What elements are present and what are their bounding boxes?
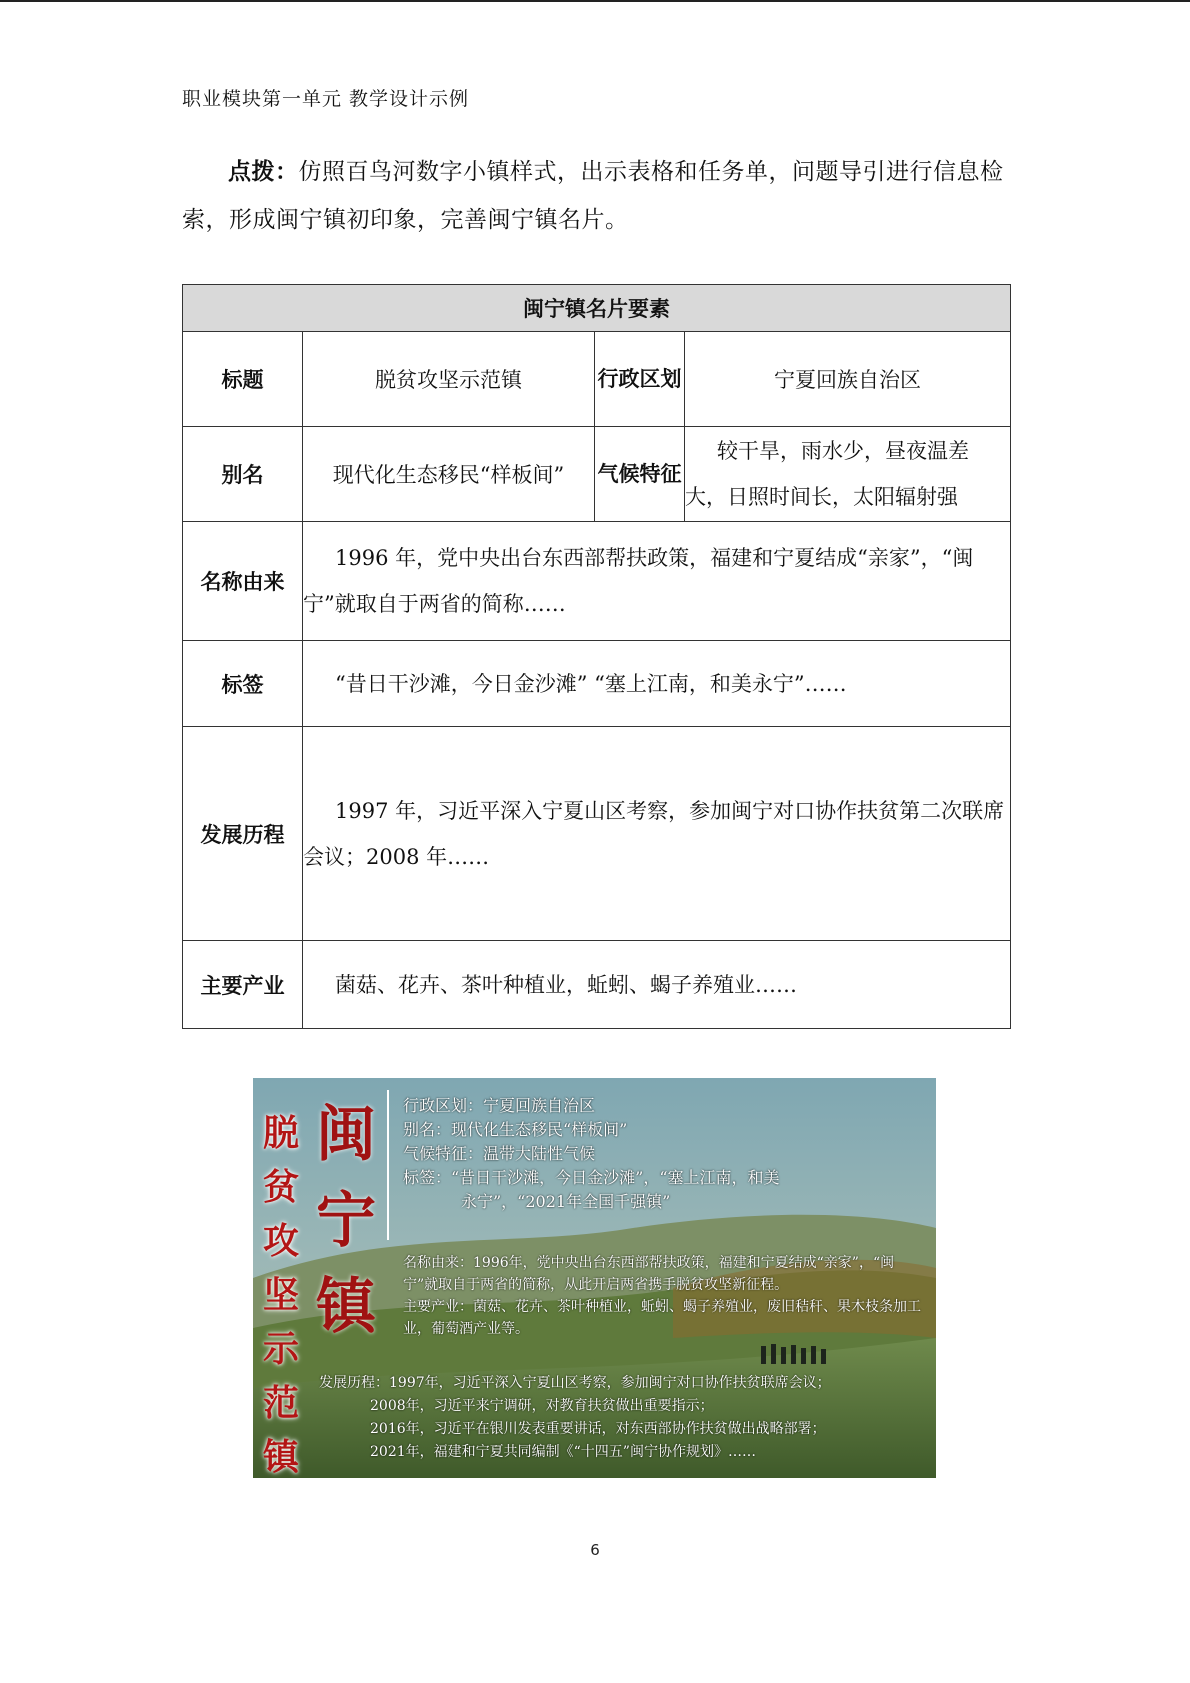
poster-slogan: 脱贫攻坚示范镇 bbox=[262, 1112, 299, 1478]
poster-town-name: 闽宁镇 bbox=[316, 1100, 376, 1342]
poster-history-line-2: 2008年，习近平来宁调研，对教育扶贫做出重要指示； bbox=[370, 1398, 714, 1414]
intro-lead: 点拨： bbox=[228, 158, 299, 185]
poster-history-block bbox=[319, 1372, 919, 1464]
top-rule bbox=[0, 0, 1190, 2]
poster-tags-line-1: 标签：“昔日干沙滩，今日金沙滩”，“塞上江南，和美 bbox=[403, 1168, 780, 1187]
poster-origin-line: 名称由来：1996年，党中央出台东西部帮扶政策，福建和宁夏结成“亲家”，“闽宁”就取自于两省的简称，从此开启两省携手脱贫攻坚新征程。 bbox=[403, 1255, 895, 1293]
history-value: 1997 年，习近平深入宁夏山区考察，参加闽宁对口协作扶贫第二次联席会议；2008 年…… bbox=[303, 727, 1011, 941]
town-card-table bbox=[182, 284, 1011, 1029]
running-header: 职业模块第一单元 教学设计示例 bbox=[182, 88, 470, 110]
alias-value: 现代化生态移民“样板间” bbox=[303, 427, 595, 522]
poster-divider bbox=[387, 1090, 389, 1240]
intro-text: 仿照百鸟河数字小镇样式，出示表格和任务单，问题导引进行信息检索，形成闽宁镇初印象，完善闽宁镇名片。 bbox=[182, 159, 1004, 233]
poster-alias-line: 别名：现代化生态移民“样板间” bbox=[403, 1120, 628, 1139]
poster-history-line-1: 发展历程：1997年，习近平深入宁夏山区考察，参加闽宁对口协作扶贫联席会议； bbox=[319, 1375, 831, 1391]
poster-history-line-3: 2016年，习近平在银川发表重要讲话，对东西部协作扶贫做出战略部署； bbox=[370, 1421, 826, 1437]
poster-tags-line-2: 永宁”，“2021年全国千强镇” bbox=[461, 1192, 671, 1211]
poster-region-line: 行政区划：宁夏回族自治区 bbox=[403, 1096, 596, 1115]
intro-paragraph bbox=[182, 148, 1012, 244]
town-poster-image bbox=[253, 1078, 936, 1478]
table-title: 闽宁镇名片要素 bbox=[183, 285, 1011, 332]
poster-info-block bbox=[403, 1094, 923, 1214]
tags-value: “昔日干沙滩，今日金沙滩” “塞上江南，和美永宁”…… bbox=[303, 641, 1011, 727]
page-number: 6 bbox=[590, 1541, 600, 1559]
region-value: 宁夏回族自治区 bbox=[685, 332, 1011, 427]
origin-label: 名称由来 bbox=[183, 522, 303, 641]
title-value: 脱贫攻坚示范镇 bbox=[303, 332, 595, 427]
poster-history-line-4: 2021年，福建和宁夏共同编制《“十四五”闽宁协作规划》…… bbox=[370, 1444, 756, 1460]
industry-value: 菌菇、花卉、茶叶种植业，蚯蚓、蝎子养殖业…… bbox=[303, 941, 1011, 1029]
region-label: 行政区划 bbox=[595, 332, 685, 427]
alias-label: 别名 bbox=[183, 427, 303, 522]
poster-industry-line: 主要产业：菌菇、花卉、茶叶种植业，蚯蚓、蝎子养殖业，废旧秸秆、果木枝条加工业，葡萄酒产业等。 bbox=[403, 1299, 921, 1337]
history-label: 发展历程 bbox=[183, 727, 303, 941]
climate-label: 气候特征 bbox=[595, 427, 685, 522]
poster-climate-line: 气候特征：温带大陆性气候 bbox=[403, 1144, 596, 1163]
industry-label: 主要产业 bbox=[183, 941, 303, 1029]
poster-mid-block bbox=[403, 1252, 923, 1340]
climate-value: 较干旱，雨水少，昼夜温差大，日照时间长，太阳辐射强 bbox=[685, 427, 1011, 522]
origin-value: 1996 年，党中央出台东西部帮扶政策，福建和宁夏结成“亲家”，“闽宁”就取自于两省的简称…… bbox=[303, 522, 1011, 641]
tags-label: 标签 bbox=[183, 641, 303, 727]
title-label: 标题 bbox=[183, 332, 303, 427]
